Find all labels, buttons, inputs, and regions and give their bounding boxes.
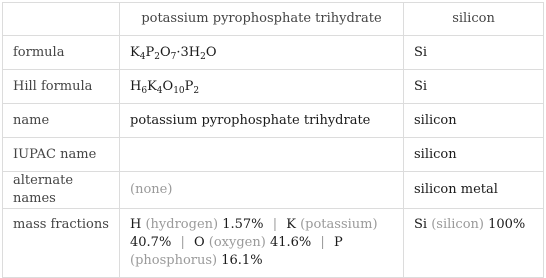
fraction-separator: | xyxy=(320,235,325,250)
alternate-names-silicon: silicon metal xyxy=(404,172,544,209)
row-iupac-name xyxy=(3,138,544,172)
row-label-mass-fractions: mass fractions xyxy=(3,209,120,278)
alternate-names-potassium-pyrophosphate: (none) xyxy=(120,172,404,209)
header-potassium-pyrophosphate: potassium pyrophosphate trihydrate xyxy=(120,3,404,36)
header-empty-cell xyxy=(3,3,120,36)
iupac-name-potassium-pyrophosphate xyxy=(120,138,404,172)
mass-fractions-potassium-pyrophosphate xyxy=(120,209,404,278)
row-formula xyxy=(3,36,544,70)
mass-fraction-item: H (hydrogen) 1.57% xyxy=(130,217,264,232)
row-label-hill-formula: Hill formula xyxy=(3,70,120,104)
mass-fraction-item: Si (silicon) 100% xyxy=(414,217,526,232)
name-potassium-pyrophosphate: potassium pyrophosphate trihydrate xyxy=(120,104,404,138)
row-alternate-names xyxy=(3,172,544,209)
row-label-formula: formula xyxy=(3,36,120,70)
fraction-separator: | xyxy=(272,217,278,232)
hill-formula-silicon: Si xyxy=(404,70,544,104)
formula-potassium-pyrophosphate: $K_4P_2O_7\cdot 3H_2O$ xyxy=(120,36,404,70)
fraction-separator: | xyxy=(180,235,185,250)
header-silicon: silicon xyxy=(404,3,544,36)
header-row xyxy=(3,3,544,36)
row-mass-fractions xyxy=(3,209,544,278)
mass-fraction-item: O (oxygen) 41.6% xyxy=(193,235,312,250)
formula-silicon: Si xyxy=(404,36,544,70)
row-label-alternate-names: alternate names xyxy=(3,172,120,209)
row-name xyxy=(3,104,544,138)
mass-fractions-silicon xyxy=(404,209,544,278)
row-label-name: name xyxy=(3,104,120,138)
mass-fraction-item: P (phosphorus) 16.1% xyxy=(130,235,343,268)
name-silicon: silicon xyxy=(404,104,544,138)
row-label-iupac-name: IUPAC name xyxy=(3,138,120,172)
comparison-table xyxy=(2,2,544,278)
mass-fraction-item: K (potassium) 40.7% xyxy=(130,217,378,250)
row-hill-formula xyxy=(3,70,544,104)
hill-formula-potassium-pyrophosphate: $H_6K_4O_{10}P_2$ xyxy=(120,70,404,104)
iupac-name-silicon: silicon xyxy=(404,138,544,172)
